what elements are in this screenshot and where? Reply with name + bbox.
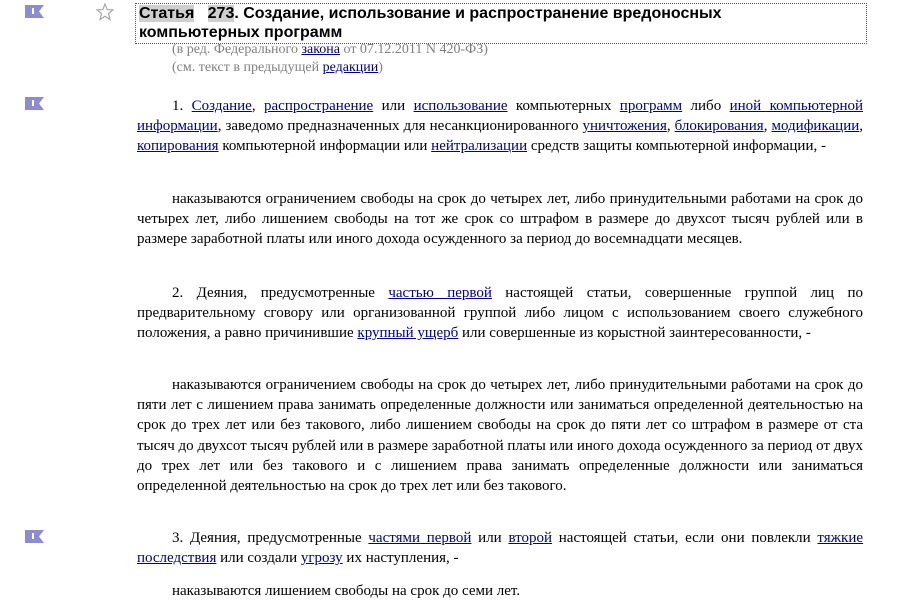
link-part-one[interactable]: частью первой xyxy=(388,285,492,301)
info-flag-icon[interactable] xyxy=(25,530,44,543)
article-number: 273 xyxy=(207,5,235,22)
link-distribution[interactable]: распространение xyxy=(264,98,374,114)
link-neutralization[interactable]: нейтрализации xyxy=(431,138,528,155)
info-flag-icon[interactable] xyxy=(25,97,44,110)
revision-note: (в ред. Федерального закона от 07.12.2011 N 420-ФЗ) xyxy=(172,42,488,57)
article-word: Статья xyxy=(139,5,195,22)
law-link[interactable]: закона xyxy=(301,42,340,57)
article-title-line2: компьютерных программ xyxy=(139,24,343,41)
link-use[interactable]: использование xyxy=(413,98,508,114)
edition-link[interactable]: редакции xyxy=(322,60,379,75)
link-blocking[interactable]: блокирования xyxy=(674,118,764,135)
star-icon[interactable] xyxy=(96,3,114,21)
paragraph-1: 1. Создание, распространение или использование компьютерных программ либо иной компьютерной информации, заведомо предназначенных для несанкционированного уничтожения, блокирования, модификации, копирования компьютерной информации или нейтрализации средств защиты компьютерной информации, - xyxy=(137,98,864,155)
article-header xyxy=(135,3,867,44)
paragraph-3-penalty: наказываются лишением свободы на срок до семи лет. xyxy=(172,583,521,599)
link-other-info[interactable]: иной компьютерной информации xyxy=(137,98,864,135)
link-grave-consequences[interactable]: тяжкие последствия xyxy=(137,530,864,567)
link-second[interactable]: второй xyxy=(508,530,553,546)
link-destruction[interactable]: уничтожения xyxy=(582,118,667,135)
link-modification[interactable]: модификации xyxy=(771,118,860,135)
paragraph-2: 2. Деяния, предусмотренные частью первой настоящей статьи, совершенные группой лиц по предварительному сговору или организованной группой либо лицом с использованием своего служебного положения, а равно причинившие крупный ущерб или совершенные из корыстной заинтересованности, - xyxy=(137,285,863,342)
previous-edition-note: (см. текст в предыдущей редакции) xyxy=(172,60,383,75)
paragraph-2-penalty: наказываются ограничением свободы на срок до четырех лет, либо принудительными работами на срок до пяти лет с лишением права занимать определенные должности или заниматься определенной деятельностью на срок до трех лет или без такового, либо лишением свободы на срок до пяти лет со штрафом в размере от ста тысяч до двухсот тысяч рублей или в размере заработной платы или иного дохода осужденного за период от двух до трех лет или без такового и с лишением права занимать определенные должности или заниматься определенной деятельностью на срок до трех лет или без такового. xyxy=(137,377,863,495)
info-flag-icon[interactable] xyxy=(25,5,44,18)
link-copying[interactable]: копирования xyxy=(137,138,219,155)
link-threat[interactable]: угрозу xyxy=(300,550,343,567)
paragraph-1-penalty: наказываются ограничением свободы на срок до четырех лет, либо принудительными работами на срок до четырех лет, либо лишением свободы на тот же срок со штрафом в размере до двухсот тысяч рублей или в размере заработной платы или иного дохода осужденного за период до восемнадцати месяцев. xyxy=(137,191,863,248)
paragraph-3: 3. Деяния, предусмотренные частями первой или второй настоящей статьи, если они повлекли тяжкие последствия или создали угрозу их наступления, - xyxy=(137,530,864,567)
link-creation[interactable]: Создание xyxy=(191,98,252,114)
link-programs[interactable]: программ xyxy=(619,98,683,114)
link-major-damage[interactable]: крупный ущерб xyxy=(357,325,459,342)
article-title: . Создание, использование и распространение вредоносных xyxy=(234,5,722,22)
link-parts-first[interactable]: частями первой xyxy=(368,530,472,546)
